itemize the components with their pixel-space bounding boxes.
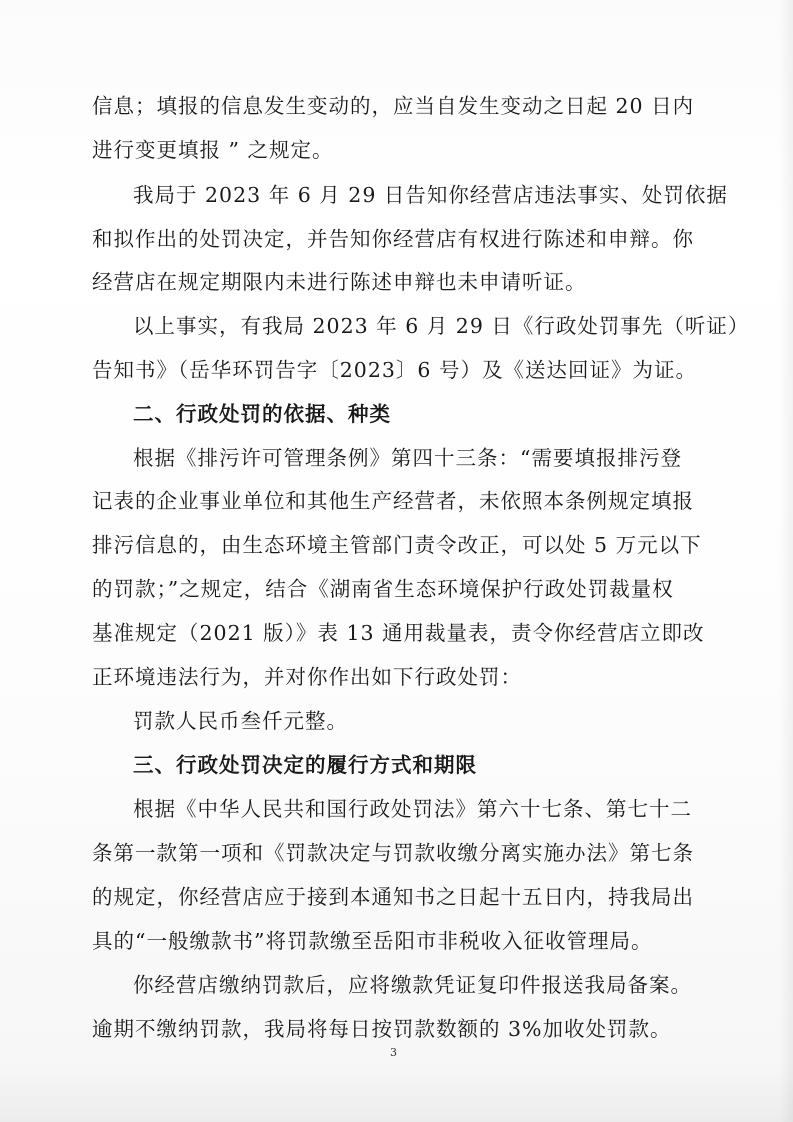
paragraph-first-line: 我局于 2023 年 6 月 29 日告知你经营店违法事实、处罚依据	[133, 183, 728, 207]
body-text-line: 排污信息的，由生态环境主管部门责令改正，可以处 5 万元以下	[92, 533, 702, 557]
section-heading: 三、行政处罚决定的履行方式和期限	[133, 753, 477, 777]
page-bottom-shadow	[0, 1062, 793, 1122]
page-number: 3	[390, 1046, 397, 1059]
body-text-line: 和拟作出的处罚决定，并告知你经营店有权进行陈述和申辩。你	[92, 227, 694, 251]
body-text-line: 条第一款第一项和《罚款决定与罚款收缴分离实施办法》第七条	[92, 841, 694, 865]
body-text-line: 基准规定（2021 版）》表 13 通用裁量表，责令你经营店立即改	[92, 621, 705, 645]
paragraph-first-line: 根据《排污许可管理条例》第四十三条：“需要填报排污登	[133, 446, 682, 470]
body-text-line: 的规定，你经营店应于接到本通知书之日起十五日内，持我局出	[92, 885, 694, 909]
body-text-line: 逾期不缴纳罚款，我局将每日按罚款数额的 3%加收处罚款。	[92, 1017, 672, 1041]
body-text-line: 的罚款；”之规定，结合《湖南省生态环境保护行政处罚裁量权	[92, 577, 674, 601]
paragraph-first-line: 你经营店缴纳罚款后，应将缴款凭证复印件报送我局备案。	[133, 973, 692, 997]
paragraph-first-line: 以上事实，有我局 2023 年 6 月 29 日《行政处罚事先（听证）	[133, 314, 750, 338]
body-text-line: 信息；填报的信息发生变动的，应当自发生变动之日起 20 日内	[92, 94, 695, 118]
body-text-line: 具的“一般缴款书”将罚款缴至岳阳市非税收入征收管理局。	[92, 929, 653, 953]
body-text-line: 进行变更填报 ” 之规定。	[92, 138, 334, 162]
body-text-line: 正环境违法行为，并对你作出如下行政处罚：	[92, 665, 522, 689]
penalty-amount-line: 罚款人民币叁仟元整。	[133, 709, 348, 733]
section-heading: 二、行政处罚的依据、种类	[133, 402, 391, 426]
body-text-line: 记表的企业事业单位和其他生产经营者，未依照本条例规定填报	[92, 489, 694, 513]
body-text-line: 告知书》（岳华环罚告字〔2023〕6 号）及《送达回证》为证。	[92, 358, 697, 382]
paragraph-first-line: 根据《中华人民共和国行政处罚法》第六十七条、第七十二	[133, 797, 692, 821]
body-text-line: 经营店在规定期限内未进行陈述申辩也未申请听证。	[92, 270, 587, 294]
page-edge-shadow	[779, 0, 793, 1122]
